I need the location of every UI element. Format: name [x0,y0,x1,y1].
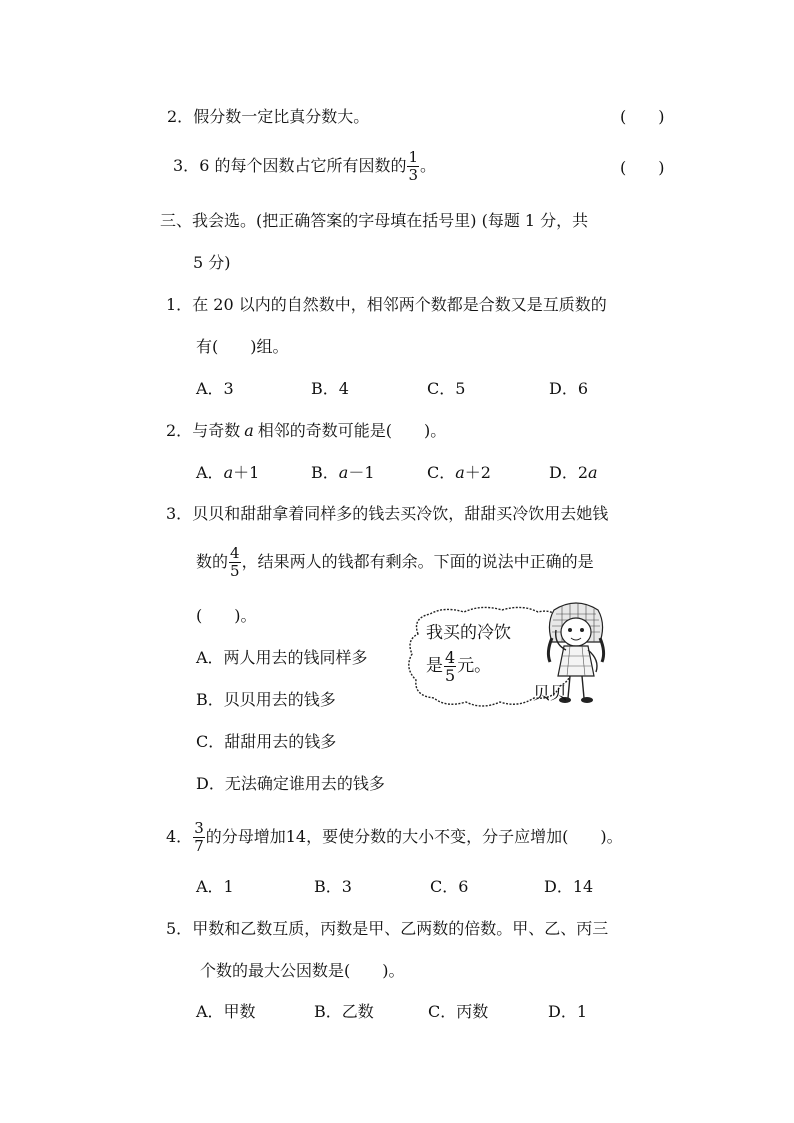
bubble-fraction [444,649,456,684]
fraction-numerator: 3 [194,819,204,837]
question-1-line2: 有( )组。 [196,337,289,356]
option-letter: B． [311,463,339,482]
question-text: 数的 [196,552,229,571]
judge-item-2 [167,107,369,127]
item-number: 3． [173,156,200,175]
option-d[interactable]: D．无法确定谁用去的钱多 [196,774,385,793]
fraction-four-fifths [229,545,241,580]
option-b[interactable]: B．乙数 [314,1002,374,1021]
question-4 [166,817,623,857]
option-b[interactable]: B．3 [314,877,352,896]
answer-blank[interactable]: ( ) [620,158,665,177]
fraction-denominator: 3 [408,166,419,184]
option-c[interactable] [427,463,491,483]
question-number: 5． [166,919,193,938]
option-a[interactable]: A．1 [196,877,234,896]
option-letter: C． [427,463,456,482]
fraction-denominator: 7 [194,837,204,855]
answer-blank[interactable]: ( ) [620,107,665,126]
question-3-line2 [196,543,594,581]
item-text: 假分数一定比真分数大。 [193,107,370,126]
item-number: 2． [167,107,194,126]
section-title-cont: 5 分) [193,253,231,272]
fraction-denominator: 5 [445,666,456,685]
item-text-end: 。 [420,156,437,175]
fraction-numerator: 1 [408,148,419,166]
question-number: 3． [166,504,193,523]
question-text: 甲数和乙数互质，丙数是甲、乙两数的倍数。甲、乙、丙三 [192,919,609,938]
option-rest: －1 [348,463,375,482]
option-d[interactable]: D．14 [544,877,594,896]
question-text-end: 相邻的奇数可能是( )。 [257,421,447,440]
option-b[interactable]: B．4 [311,379,349,398]
variable-a: a [338,463,349,482]
variable-a: a [588,463,598,482]
question-text: 与奇数 [192,421,241,440]
variable-a: a [223,463,234,482]
option-c[interactable]: C．甜甜用去的钱多 [196,732,337,751]
fraction-numerator: 4 [445,648,456,667]
bubble-line-2 [426,648,491,684]
option-c[interactable]: C．5 [427,379,466,398]
question-text: 贝贝和甜甜拿着同样多的钱去买冷饮，甜甜买冷饮用去她钱 [192,504,609,523]
bubble-text: 是 [426,656,443,676]
question-3-line3: ( )。 [196,606,257,625]
question-5-line2: 个数的最大公因数是( )。 [200,961,405,980]
option-coefficient: 2 [577,463,589,482]
question-number: 4． [166,827,193,846]
option-d[interactable] [549,463,598,483]
option-letter: D． [549,463,578,482]
option-c[interactable]: C．丙数 [428,1002,489,1021]
variable-a: a [244,421,254,440]
option-d[interactable]: D．6 [549,379,589,398]
option-rest: ＋1 [233,463,260,482]
question-5 [166,919,608,939]
question-2 [166,421,446,441]
bubble-line-1: 我买的冷饮 [426,623,511,643]
option-d[interactable]: D．1 [548,1002,588,1021]
judge-item-3 [173,148,436,184]
option-c[interactable]: C．6 [430,877,469,896]
option-a[interactable] [196,463,259,483]
question-3 [166,504,608,524]
section-title: 三、我会选。(把正确答案的字母填在括号里) (每题 1 分，共 [160,211,589,230]
fraction-three-sevenths [193,820,205,855]
fraction-one-third [407,149,419,184]
option-a[interactable]: A．甲数 [196,1002,256,1021]
variable-a: a [455,463,465,482]
option-b[interactable] [311,463,375,483]
fraction-numerator: 4 [230,544,240,562]
item-text: 6 的每个因数占它所有因数的 [199,156,407,175]
option-a[interactable]: A．两人用去的钱同样多 [196,648,368,667]
option-a[interactable]: A．3 [196,379,234,398]
option-b[interactable]: B．贝贝用去的钱多 [196,690,336,709]
option-letter: A． [196,463,224,482]
question-text: 在 20 以内的自然数中，相邻两个数都是合数又是互质数的 [192,295,607,314]
option-rest: ＋2 [464,463,491,482]
question-text: 的分母增加14，要使分数的大小不变，分子应增加( )。 [205,827,623,846]
question-number: 1． [166,295,193,314]
girl-name-label: 贝贝 [533,684,567,704]
question-text: ，结果两人的钱都有剩余。下面的说法中正确的是 [241,552,594,571]
bubble-text: 元。 [457,656,492,676]
fraction-denominator: 5 [230,562,240,580]
question-1 [166,295,607,315]
question-number: 2． [166,421,193,440]
